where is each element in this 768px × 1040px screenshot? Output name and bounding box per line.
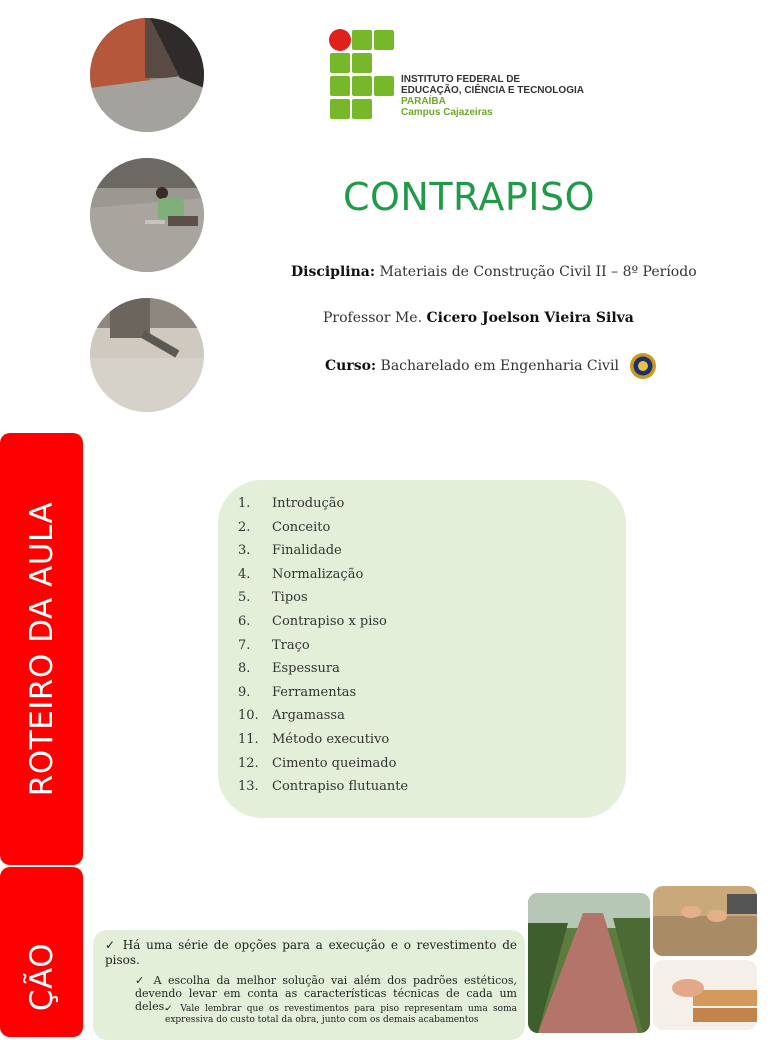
- agenda-item-text: Tipos: [272, 590, 308, 606]
- agenda-item-text: Traço: [272, 637, 310, 653]
- discipline-value: Materiais de Construção Civil II – 8º Período: [379, 264, 697, 280]
- agenda-item-number: 11.: [238, 731, 259, 747]
- logo-line-4: Campus Cajazeiras: [401, 107, 493, 118]
- agenda-item-text: Método executivo: [272, 731, 390, 747]
- agenda-item-text: Argamassa: [272, 708, 345, 724]
- agenda-item-number: 10.: [238, 708, 259, 724]
- agenda-item-text: Introdução: [272, 496, 345, 511]
- agenda-item: [238, 543, 408, 567]
- agenda-item: [238, 756, 408, 780]
- logo-line-2: EDUCAÇÃO, CIÊNCIA E TECNOLOGIA: [401, 85, 584, 96]
- agenda-item-number: 1.: [238, 496, 251, 511]
- agenda-item-text: Ferramentas: [272, 684, 357, 700]
- agenda-item-text: Finalidade: [272, 543, 342, 559]
- agenda-item-number: 5.: [238, 590, 251, 606]
- agenda-item-number: 4.: [238, 566, 251, 582]
- agenda-item: [238, 685, 408, 709]
- course-line: [325, 352, 657, 380]
- section-tab-introducao-label: ÇÃO: [23, 942, 60, 1012]
- agenda-item-text: Contrapiso flutuante: [272, 779, 409, 795]
- agenda-item-number: 9.: [238, 684, 251, 700]
- photo-tile-laying: [653, 886, 757, 956]
- agenda-item: [238, 779, 408, 803]
- agenda-item-text: Cimento queimado: [272, 755, 397, 771]
- agenda-item-number: 7.: [238, 637, 251, 653]
- engineering-seal-icon: [629, 352, 657, 380]
- intro-bullet-2: ✓ A escolha da melhor solução vai além dos padrões estéticos, devendo levar em conta as características técnicas de cada um deles.: [135, 974, 517, 1013]
- section-tab-introducao: [0, 867, 83, 1037]
- page-title: CONTRAPISO: [342, 175, 596, 219]
- agenda-item-number: 12.: [238, 755, 259, 771]
- section-tab-roteiro-label: ROTEIRO DA AULA: [23, 501, 60, 797]
- photo-paved-walkway: [528, 893, 650, 1033]
- section-tab-roteiro: [0, 433, 83, 865]
- agenda-item: [238, 661, 408, 685]
- intro-bullet-1: ✓ Há uma série de opções para a execução e o revestimento de pisos.: [105, 938, 517, 967]
- agenda-item-number: 3.: [238, 543, 251, 559]
- agenda-item: [238, 614, 408, 638]
- logo-line-1: INSTITUTO FEDERAL DE: [401, 74, 521, 85]
- agenda-item-text: Contrapiso x piso: [272, 613, 387, 629]
- agenda-item: [238, 638, 408, 662]
- professor-label: Professor Me.: [323, 310, 423, 326]
- agenda-item: [238, 567, 408, 591]
- agenda-item: [238, 708, 408, 732]
- discipline-label: Disciplina:: [291, 264, 376, 280]
- course-label: Curso:: [325, 358, 377, 374]
- photo-finished-subfloor: [90, 18, 204, 132]
- agenda-list: [238, 496, 408, 803]
- agenda-item-text: Espessura: [272, 661, 340, 677]
- agenda-item-text: Normalização: [272, 566, 364, 582]
- agenda-item: [238, 590, 408, 614]
- agenda-item-text: Conceito: [272, 519, 331, 535]
- agenda-box: [218, 480, 626, 818]
- logo-squares: [329, 29, 395, 121]
- intro-bullet-3: ✓ Vale lembrar que os revestimentos para piso representam uma soma expressiva do custo total da obra, junto com os demais acabamentos: [165, 1004, 517, 1025]
- professor-line: [323, 310, 634, 326]
- agenda-item-number: 8.: [238, 661, 251, 677]
- agenda-item: [238, 520, 408, 544]
- logo-line-3: PARAÍBA: [401, 96, 446, 107]
- discipline-line: [291, 264, 697, 280]
- photo-troweling: [90, 298, 204, 412]
- course-value: Bacharelado em Engenharia Civil: [380, 358, 619, 374]
- agenda-item: [238, 732, 408, 756]
- agenda-item-number: 13.: [238, 779, 259, 795]
- logo-text: [401, 74, 584, 118]
- agenda-item-number: 2.: [238, 519, 251, 535]
- agenda-item-number: 6.: [238, 613, 251, 629]
- professor-name: Cicero Joelson Vieira Silva: [426, 310, 634, 326]
- institute-logo: [329, 29, 599, 124]
- photo-wood-flooring: [653, 960, 757, 1030]
- agenda-item: [238, 496, 408, 520]
